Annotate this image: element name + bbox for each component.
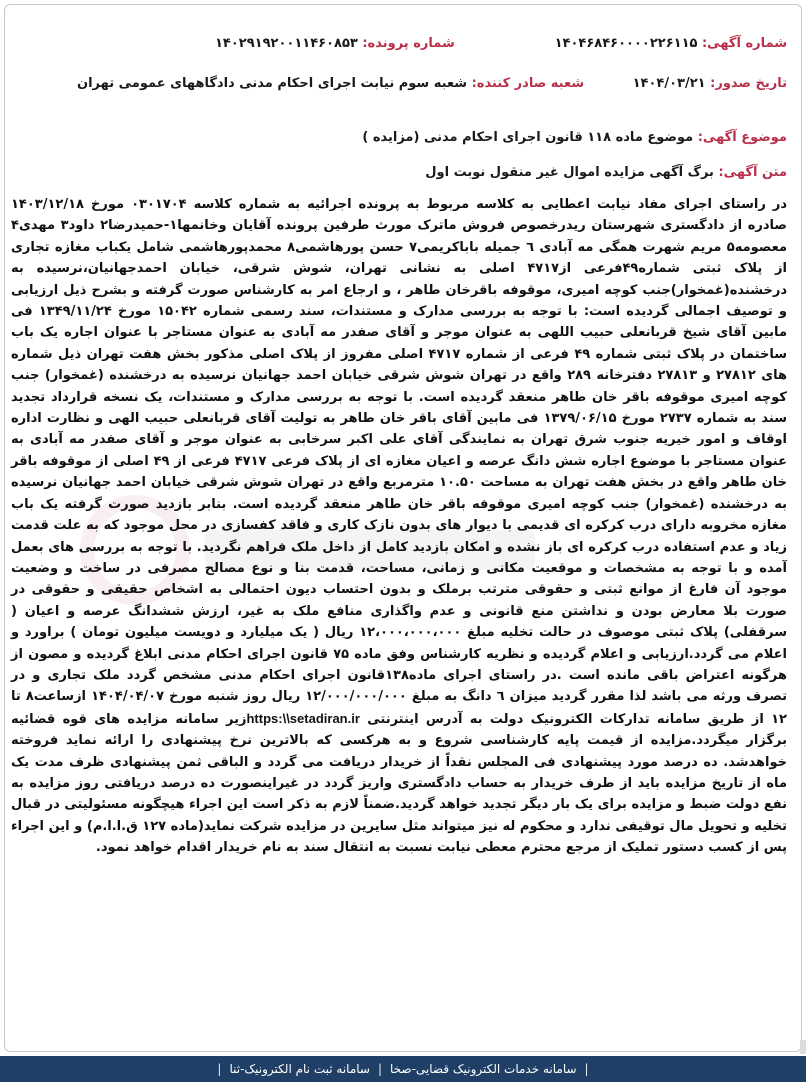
footer-separator-mid: | [377,1062,382,1076]
text-title-row [425,165,787,180]
footer-separator-start: | [584,1062,589,1076]
footer-link-sana[interactable]: سامانه ثبت نام الکترونیک-ثنا [229,1062,370,1076]
issuer-value: شعبه سوم نیابت اجرای احکام مدنی دادگاههای عمومی تهران [77,76,468,91]
issuer-row [77,76,584,98]
issuer-label: شعبه صادر کننده: [471,76,585,91]
issue-date-value: ۱۴۰۴/۰۳/۲۱ [632,76,706,91]
case-number-label: شماره پرونده: [362,36,455,51]
scrollbar-corner [800,1040,806,1054]
notice-body [11,194,787,859]
notice-card [4,4,802,1052]
notice-number-value: ۱۴۰۴۶۸۴۶۰۰۰۰۲۲۶۱۱۵ [554,36,698,51]
setadiran-link[interactable]: https:\\setadiran.ir [246,710,360,726]
case-number-row [215,36,455,58]
notice-body-text-2: زیر سامانه مزایده های قوه قضائیه برگزار میگردد.مزایده از قیمت پایه کارشناسی شروع و به هرکسی که بالاترین نرخ پیشنهادی را ارائه نماید فروخته خواهدشد. ده درصد مورد پیشنهادی فی المجلس نقداً از خریدار دریافت می گردد و الباقی ثمن پیشنهادی ظرف مدت یک ماه از تاریخ مزایده باید از طرف خریدار به حساب دادگستری واریز گردد در غیراینصورت ده درصد دریافتی روز مزایده به نفع دولت ضبط و مزایده برای یک بار دیگر تجدید خواهد گردید.ضمناً لازم به ذکر است این اجراء هیچگونه مسئولیتی در قبال تخلیه و تحویل مال توقیفی ندارد و محکوم له نیز میتواند مثل سایرین در مزایده شرکت نماید(ماده ۱۲۷ ق.ا.ا.م) و این اجراء پس از کسب دستور تملیک از مرجع محترم معطی نیابت نسبت به انتقال سند به نام خریدار اقدام خواهد نمود. [11,711,787,856]
issue-date-row [633,76,787,98]
issue-date-label: تاریخ صدور: [710,76,787,91]
footer-bar [0,1056,806,1082]
case-number-value: ۱۴۰۲۹۱۹۲۰۰۱۱۴۶۰۸۵۳ [215,36,358,51]
subject-value: موضوع ماده ۱۱۸ قانون اجرای احکام مدنی (مزایده ) [362,130,694,145]
notice-number-label: شماره آگهی: [701,36,787,51]
notice-number-row [555,36,787,58]
subject-row [362,130,787,145]
text-title: برگ آگهی مزایده اموال غیر منقول نوبت اول [425,165,714,180]
notice-body-text-1: در راستای اجرای مفاد نیابت اعطایی به کلاسه مربوط به پرونده اجرائیه به شماره کلاسه ۰۳۰۱۷۰۴ مورخ ۱۴۰۳/۱۲/۱۸ صادره از دادگستری شهرستان ریدرخصوص فروش ماترک مورث طرفین پرونده آقایان وخانمها۱-حمیدرضا۲ داود۳ مهدی۴ معصومه۵ مریم شهرت همگی مه آبادی ٦ جمیله باباکریمی۷ حسن پورهاشمی۸ محمدپورهاشمی شامل یکباب مغازه تجاری از پلاک ثبتی شماره۴۹فرعی از۴۷۱۷ اصلی به نشانی تهران، شوش شرقی، خیابان احمدجهانیان،نرسیده به درخشنده(غمخوار)جنب کوچه امیری، موقوفه باقرخان طاهر ، و ارجاع امر به کارشناس صورت گرفته و بشرح ذیل ارزیابی و توصیف اجمالی گردیده است: با توجه به بررسی مدارک و مستندات، سند رسمی شماره ۱۵۰۴۲ مورخ ۱۳۴۹/۱۱/۲۴ فی مابین آقای شیخ قربانعلی حبیب اللهی به عنوان موجر و آقای صفدر مه آبادی به عنوان مستاجر با عنوان اجاره یک باب ساختمان در پلاک ثبتی شماره ۴۹ فرعی از شماره ۴۷۱۷ اصلی مفروز از پلاک اصلی مذکور بخش هفت تهران ذیل شماره های ۲۷۸۱۲ و ۲۷۸۱۳ دفترخانه ۲۸۹ واقع در تهران شوش شرقی خیابان احمد جهانیان نرسیده به درخشنده (غمخوار) جنب کوچه امیری موقوفه باقر خان طاهر منعقد گردیده است. با توجه به بررسی مدارک و مستندات، یک نسخه قرارداد تجدید سند به شماره ۲۷۳۷ مورخ ۱۳۷۹/۰۶/۱۵ فی مابین آقای باقر خان طاهر به تولیت آقای قربانعلی حبیب الهی و نظارت اداره اوقاف و امور خیریه جنوب شرق تهران به نمایندگی آقای علی اکبر سرخابی به عنوان موجر و آقای صفدر مه آبادی به عنوان مستاجر با موضوع اجاره شش دانگ عرصه و اعیان مغازه ای از پلاک فرعی ۴۷۱۷ فرعی از ۴۹ اصلی از موقوفه باقر خان طاهر واقع در بخش هفت تهران به مساحت ۱۰.۵۰ مترمربع واقع در تهران شوش شرقی خیابان احمد جهانیان نرسیده به درخشنده (غمخوار) جنب کوچه امیری موقوفه باقر خان طاهر منعقد گردیده است. بنابر بازدید صورت گرفته یک باب مغازه مخروبه دارای درب کرکره ای قدیمی با دیوار های بدون نازک کاری و فاقد کفسازی در محل موجود که به علت قدمت زیاد و عدم استفاده درب کرکره ای باز نشده و امکان بازدید کامل از داخل ملک فراهم نگردید. با توجه به بررسی های بعمل آمده و با توجه به مشخصات و موقعیت مکانی و زمانی، مساحت، قدمت بنا و نوع مصالح مصرفی در ساخت و وضعیت موجود آن فارغ از موانع ثبتی و حقوقی مترتب برملک و بدون احتساب دیون احتمالی به اشخاص حقیقی و حقوقی در صورت بلا معارض بودن و نداشتن منع قانونی و عدم واگذاری منافع ملک به غیر، ارزش ششدانگ عرصه و اعیان ( سرقفلی) پلاک ثبتی موصوف در حالت تخلیه مبلغ ۱۲،۰۰۰،۰۰۰،۰۰۰ ریال ( یک میلیارد و دویست میلیون تومان ) براورد و اعلام می گردد.ارزیابی و اعلام گردیده و نظریه کارشناس وفق ماده ۷۵ قانون اجرای احکام مدنی ابلاغ گردیده و مصون از هرگونه اعتراض باقی مانده است .در راستای اجرای ماده۱۳۸قانون اجرای احکام مدنی مشخص گردد ملک تجاری و در تصرف ورثه می باشد لذا مقرر گردید میزان ٦ دانگ به مبلغ ۱۲/۰۰۰/۰۰۰/۰۰۰ ریال روز شنبه مورخ ۱۴۰۴/۰۴/۰۷ ازساعت۸ تا ۱۲ از طریق سامانه تدارکات الکترونیک دولت به آدرس اینترنتی [11,197,788,727]
subject-label: موضوع آگهی: [697,130,787,145]
footer-separator-end: | [217,1062,222,1076]
footer-link-sakha[interactable]: سامانه خدمات الکترونیک قضایی-صخا [390,1062,577,1076]
text-label: متن آگهی: [718,165,787,180]
